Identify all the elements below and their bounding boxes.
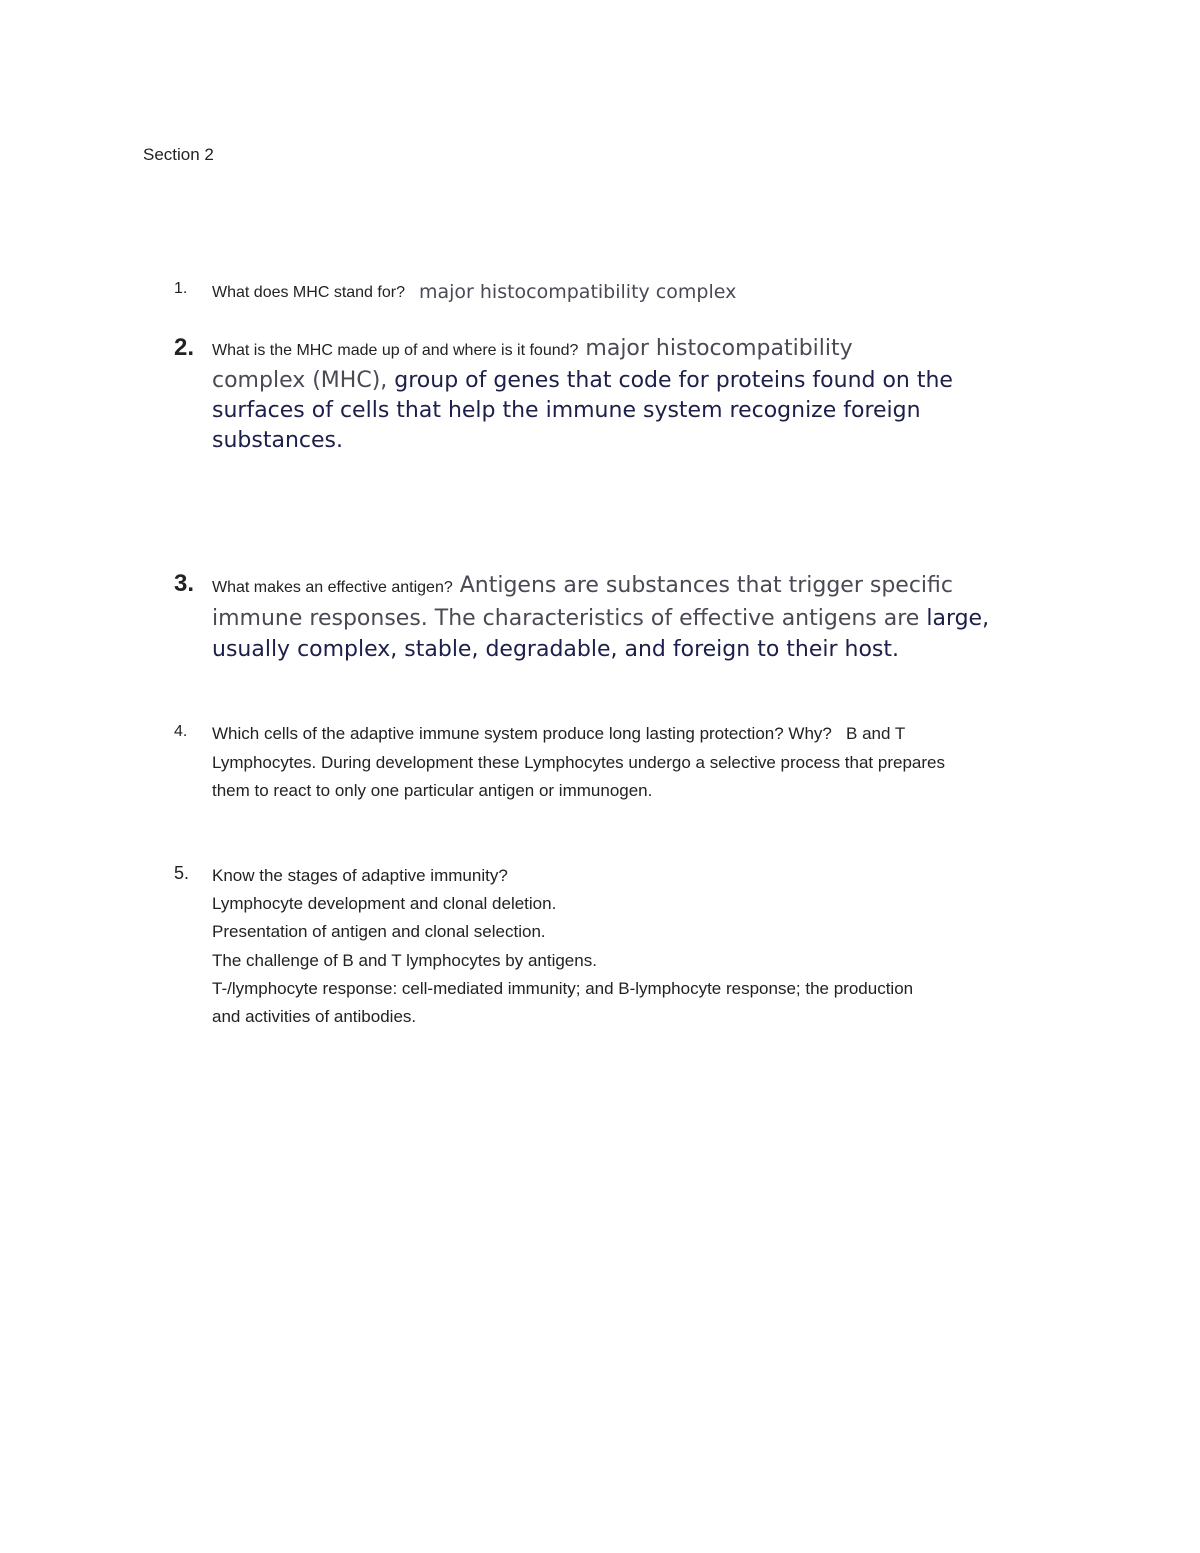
answer-text-navy: large, [926,606,990,631]
answer-text-navy: group of genes that code for proteins found on the [394,368,953,393]
answer-text: major histocompatibility complex [418,281,737,303]
text-line: The challenge of B and T lymphocytes by antigens. [212,950,597,970]
answer-text-gray: major histocompatibility [585,336,853,361]
answer-line [212,366,1072,396]
text-line: and activities of antibodies. [212,1007,417,1027]
text-line: Lymphocytes. During development these Lymphocytes undergo a selective process that prepares [212,752,945,772]
answer-text-gray: immune responses. The characteristics of effective antigens are [212,606,920,631]
question-body [212,862,1072,1031]
question-text: What does MHC stand for? [212,284,405,301]
text-line: them to react to only one particular antigen or immunogen. [212,781,653,800]
text-line: T-/lymphocyte response: cell-mediated immunity; and B-lymphocyte response; the production [212,978,914,998]
text-line: Which cells of the adaptive immune system produce long lasting protection? Why? B and T [212,724,906,743]
answer-line [212,334,1072,366]
answer-line: usually complex, stable, degradable, and foreign to their host. [212,637,900,662]
question-text: What makes an effective antigen? [212,579,453,596]
question-body [212,570,1072,665]
answer-line [212,570,1072,603]
question-body [212,334,1072,456]
question-text: What is the MHC made up of and where is it found? [212,342,579,359]
text-line: Know the stages of adaptive immunity? [212,866,508,885]
question-number: 5. [174,863,190,883]
answer-text-gray: complex (MHC), [212,368,388,393]
question-number: 2. [174,334,195,361]
answer-line: substances. [212,428,343,453]
question-number: 1. [174,280,188,297]
section-title: Section 2 [143,145,214,164]
question-body [212,720,1072,806]
answer-line [212,603,1072,634]
answer-text-gray: Antigens are substances that trigger specific [459,573,953,598]
question-number: 4. [174,723,188,740]
question-number: 3. [174,570,195,597]
question-body [212,280,1072,304]
text-line: Lymphocyte development and clonal deletion. [212,894,557,914]
text-line: Presentation of antigen and clonal selection. [212,922,546,942]
answer-line: surfaces of cells that help the immune system recognize foreign [212,398,921,423]
